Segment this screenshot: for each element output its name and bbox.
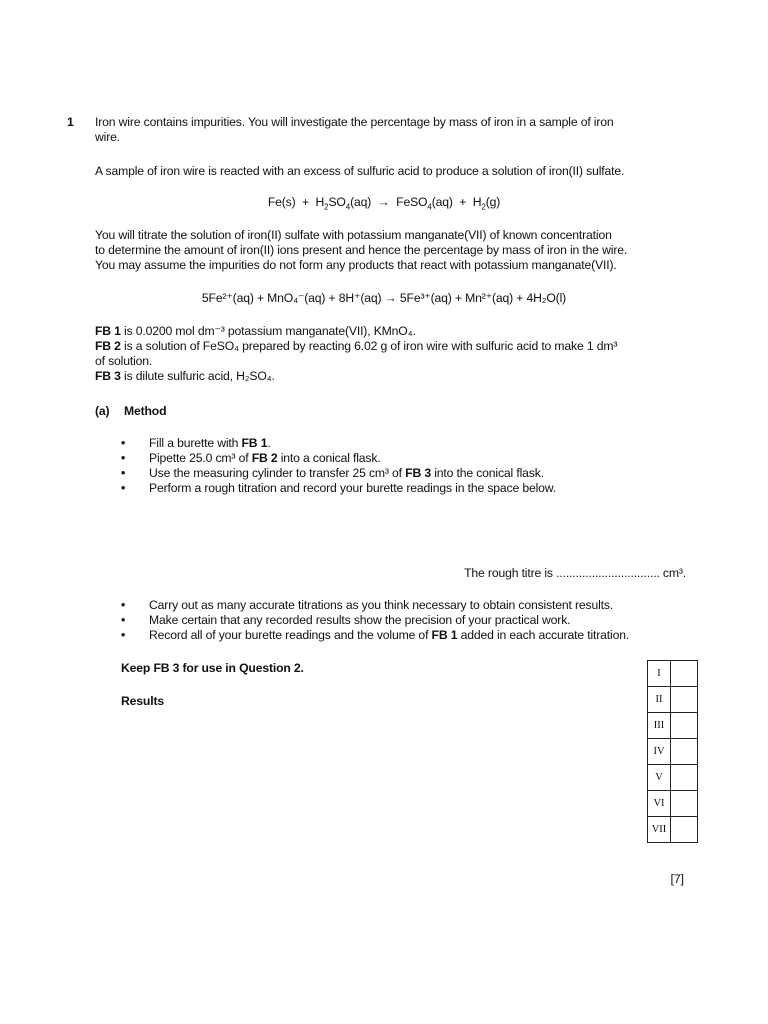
intro-text <box>95 115 695 145</box>
part-a-heading <box>95 404 695 419</box>
list-item: • Use the measuring cylinder to transfer 25 cm³ of FB 3 into the conical flask. <box>121 466 544 480</box>
equation-iron-sulfuric-acid <box>0 195 768 210</box>
fb3-line <box>95 369 705 384</box>
eq1-plus-2: + <box>459 195 467 209</box>
fb2-line <box>95 339 705 354</box>
grid-label: VI <box>648 791 671 817</box>
grid-label: II <box>648 687 671 713</box>
keep-fb3-note: Keep FB 3 for use in Question 2. <box>121 661 304 675</box>
titrate-line-3: You may assume the impurities do not form any products that react with potassium manganate(VII). <box>95 258 617 272</box>
grid-mark-cell <box>671 791 698 817</box>
fb3-label: FB 3 <box>95 369 121 383</box>
table-row <box>648 791 698 817</box>
list-item: • Record all of your burette readings and the volume of FB 1 added in each accurate titration. <box>121 628 630 642</box>
table-row <box>648 687 698 713</box>
grid-label: III <box>648 713 671 739</box>
grid-label: V <box>648 765 671 791</box>
table-row <box>648 817 698 843</box>
grid-mark-cell <box>671 661 698 687</box>
intro-line-2: wire. <box>95 130 120 144</box>
grid-mark-cell <box>671 713 698 739</box>
part-a-title: Method <box>123 404 167 418</box>
grid-label: I <box>648 661 671 687</box>
grid-label: VII <box>648 817 671 843</box>
table-row <box>648 713 698 739</box>
fb2-text: is a solution of FeSO₄ prepared by reacting 6.02 g of iron wire with sulfuric acid to make 1 dm³ <box>120 339 618 353</box>
equation-manganate: 5Fe²⁺(aq) + MnO₄⁻(aq) + 8H⁺(aq) → 5Fe³⁺(aq) + Mn²⁺(aq) + 4H₂O(l) <box>201 291 567 305</box>
fb1-text: is 0.0200 mol dm⁻³ potassium manganate(VII), KMnO₄. <box>120 324 416 338</box>
part-a-label: (a) <box>95 404 110 418</box>
grid-mark-cell <box>671 765 698 791</box>
list-item: • Perform a rough titration and record your burette readings in the space below. <box>121 481 556 495</box>
list-item: • Carry out as many accurate titrations as you think necessary to obtain consistent results. <box>121 598 614 612</box>
results-heading: Results <box>121 694 164 708</box>
fb1-line <box>95 324 705 339</box>
eq1-fe: Fe(s) <box>267 195 296 209</box>
accurate-steps <box>121 598 701 643</box>
grid-mark-cell <box>671 687 698 713</box>
question-number: 1 <box>67 115 74 129</box>
eq1-arrow: → <box>377 195 390 209</box>
method-steps <box>121 436 691 496</box>
titrate-line-2: to determine the amount of iron(II) ions present and hence the percentage by mass of iron in the wire. <box>95 243 628 257</box>
rough-titre-line: The rough titre is ................................ cm³. <box>464 566 686 580</box>
list-item: • Fill a burette with FB 1. <box>121 436 271 450</box>
fb3-text: is dilute sulfuric acid, H₂SO₄. <box>120 369 275 383</box>
intro-line-1: Iron wire contains impurities. You will investigate the percentage by mass of iron in a sample of iron <box>95 115 614 129</box>
reagent-list <box>95 324 705 384</box>
table-row <box>648 765 698 791</box>
fb1-label: FB 1 <box>95 324 121 338</box>
marking-grid <box>647 660 698 843</box>
list-item: • Pipette 25.0 cm³ of FB 2 into a conical flask. <box>121 451 381 465</box>
titration-paragraph <box>95 228 705 273</box>
fb2-label: FB 2 <box>95 339 121 353</box>
eq1-feso4: FeSO$_4$(aq) <box>396 195 453 212</box>
grid-label: IV <box>648 739 671 765</box>
list-item: • Make certain that any recorded results show the precision of your practical work. <box>121 613 571 627</box>
eq1-h2so4: $H_2SO_4(aq)$ <box>315 195 372 212</box>
reaction-intro: A sample of iron wire is reacted with an excess of sulfuric acid to produce a solution of iron(II) sulfate. <box>95 164 625 178</box>
eq1-h2: $H_2(g)$ <box>472 195 501 212</box>
marks-total: [7] <box>670 872 684 886</box>
table-row <box>648 739 698 765</box>
fb2-continuation: of solution. <box>95 354 153 368</box>
grid-mark-cell <box>671 739 698 765</box>
titrate-line-1: You will titrate the solution of iron(II) sulfate with potassium manganate(VII) of known concentration <box>95 228 612 242</box>
eq1-plus-1: + <box>302 195 309 209</box>
grid-mark-cell <box>671 817 698 843</box>
table-row <box>648 661 698 687</box>
